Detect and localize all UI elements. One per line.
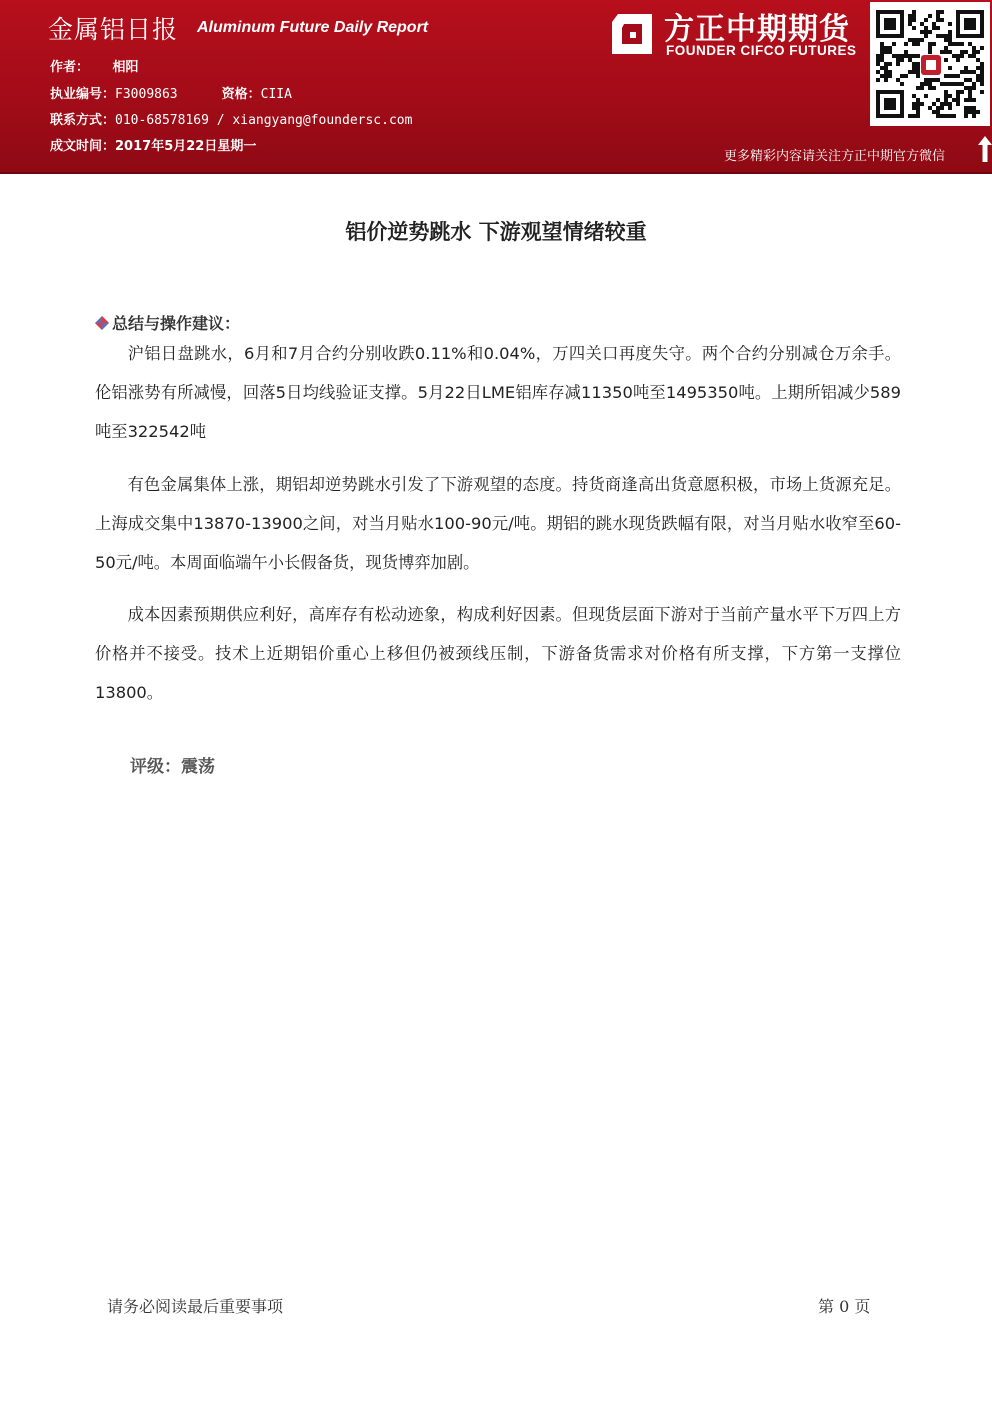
summary-section-heading [94, 311, 240, 334]
founder-logo-icon [608, 10, 656, 58]
date-label: 成文时间： [50, 139, 116, 154]
brand-name-cn: 方正中期期货 [664, 12, 850, 47]
paragraph-2: 有色金属集体上涨，期铝却逆势跳水引发了下游观望的态度。持货商逢高出货意愿积极，市场上货源充足。上海成交集中13870-13900之间，对当月贴水100-90元/吨。期铝的跳水现货跌幅有限，对当月贴水收窄至60-50元/吨。本周面临端午小长假备货，现货博弈加剧。 [95, 475, 901, 572]
up-arrow-icon [978, 136, 992, 162]
license-number: F3009863 [115, 87, 178, 102]
author-label: 作者： [50, 60, 90, 75]
contact-label: 联系方式： [50, 113, 116, 128]
page-number: 第 0 页 [818, 1297, 871, 1316]
date-value: 2017年5月22日星期一 [115, 139, 257, 154]
wechat-follow-note: 更多精彩内容请关注方正中期官方微信 [724, 149, 946, 164]
document-title: 铝价逆势跳水 下游观望情绪较重 [345, 220, 647, 244]
diamond-bullet-icon [94, 315, 110, 331]
report-title-en: Aluminum Future Daily Report [197, 19, 429, 36]
qualification-label: 资格： [221, 87, 261, 102]
header-divider [0, 172, 992, 174]
contact-line [50, 109, 412, 128]
footer-notice: 请务必阅读最后重要事项 [107, 1297, 284, 1316]
author-name: 相阳 [112, 60, 139, 75]
date-line [50, 135, 256, 154]
summary-heading-text: 总结与操作建议： [112, 314, 241, 333]
paragraph-1: 沪铝日盘跳水，6月和7月合约分别收跌0.11%和0.04%，万四关口再度失守。两个合约分别减仓万余手。伦铝涨势有所减慢，回落5日均线验证支撑。5月22日LME铝库存减11350吨至1495350吨。上期所铝减少589吨至322542吨 [95, 344, 901, 441]
license-line [50, 83, 292, 102]
wechat-qr-code[interactable] [870, 2, 990, 126]
license-label: 执业编号： [50, 87, 116, 102]
report-title-cn: 金属铝日报 [48, 15, 179, 44]
qr-code-icon [876, 8, 984, 120]
brand-name-en: FOUNDER CIFCO FUTURES [666, 43, 857, 58]
author-line [50, 56, 139, 75]
qualification-value: CIIA [260, 87, 292, 102]
contact-value[interactable]: 010-68578169 / xiangyang@foundersc.com [115, 113, 413, 128]
rating: 评级：震荡 [130, 757, 215, 777]
paragraph-3: 成本因素预期供应利好，高库存有松动迹象，构成利好因素。但现货层面下游对于当前产量水平下万四上方价格并不接受。技术上近期铝价重心上移但仍被颈线压制，下游备货需求对价格有所支撑，下方第一支撑位13800。 [95, 605, 901, 702]
